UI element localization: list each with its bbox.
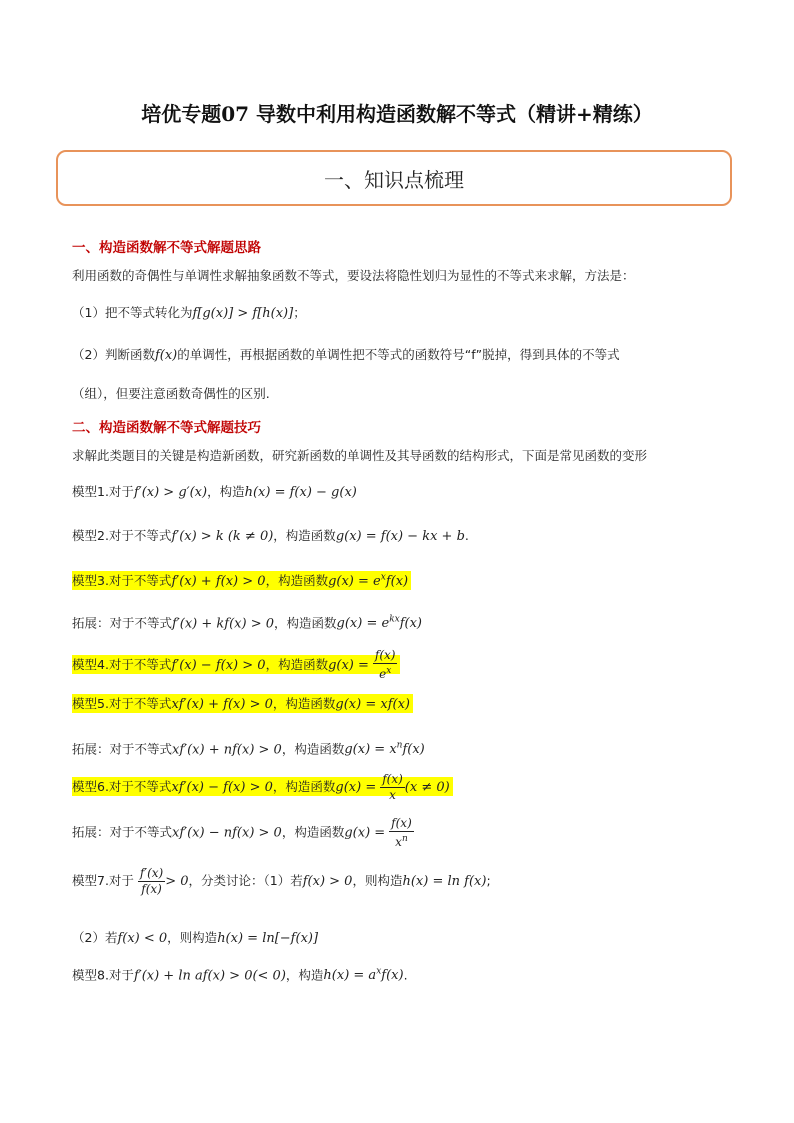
model-7-case2: （2）若f(x) < 0，则构造h(x) = ln[−f(x)] (72, 930, 319, 946)
part1-intro: 利用函数的奇偶性与单调性求解抽象函数不等式，要设法将隐性划归为显性的不等式来求解，方法是： (72, 268, 635, 283)
model-2: 模型2.对于不等式f′(x) > k (k ≠ 0)，构造函数g(x) = f(x) − kx + b. (72, 528, 469, 544)
part1-step2-cont: （组），但要注意函数奇偶性的区别. (72, 386, 270, 401)
part2-intro: 求解此类题目的关键是构造新函数，研究新函数的单调性及其导函数的结构形式，下面是常见函数的变形 (72, 448, 648, 463)
part1-heading: 一、构造函数解不等式解题思路 (72, 240, 261, 256)
part1-step2: （2）判断函数f(x)的单调性，再根据函数的单调性把不等式的函数符号“f”脱掉，得到具体的不等式 (72, 347, 620, 363)
section-heading-box (56, 150, 732, 206)
model-6: 模型6.对于不等式xf′(x) − f(x) > 0，构造函数g(x) = $\frac{f(x)}{x}$ (x ≠ 0) (72, 772, 453, 803)
fraction: $\frac{f(x)}{x^n}$ (391, 816, 412, 849)
extension-5: 拓展：对于不等式xf′(x) + nf(x) > 0，构造函数$g(x) = x^nf(x)$ (72, 741, 425, 758)
fraction: $\frac{f(x)}{e^x}$ (374, 648, 396, 681)
model-1: 模型1.对于f′(x) > g′(x)，构造h(x) = f(x) − g(x) (72, 484, 357, 500)
fraction: $\frac{f'(x)}{f(x)}$ (139, 866, 164, 896)
fraction: $\frac{f(x)}{x}$ (382, 772, 403, 802)
model-7: 模型7.对于 $\frac{f'(x)}{f(x)}$ > 0，分类讨论：（1）若f(x) > 0，则构造h(x) = ln f(x); (72, 866, 491, 896)
page-title: 培优专题07 导数中利用构造函数解不等式（精讲+精练） (141, 102, 653, 126)
model-4: 模型4.对于不等式f′(x) − f(x) > 0，构造函数g(x) = $\frac{f(x)}{e^x}$ (72, 648, 400, 682)
part2-heading: 二、构造函数解不等式解题技巧 (72, 420, 261, 436)
model-5: 模型5.对于不等式xf′(x) + f(x) > 0，构造函数g(x) = xf(x) (72, 694, 413, 715)
model-3: 模型3.对于不等式f′(x) + f(x) > 0，构造函数$g(x) = e^xf(x)$ (72, 568, 411, 592)
extension-3: 拓展：对于不等式f′(x) + kf(x) > 0，构造函数$g(x) = e^{kx}f(x)$ (72, 615, 423, 632)
part1-step1: （1）把不等式转化为f[g(x)] > f[h(x)]； (72, 305, 306, 321)
model-8: 模型8.对于f′(x) + ln af(x) > 0(< 0)，构造$h(x) = a^xf(x)$. (72, 967, 408, 984)
section-heading: 一、知识点梳理 (324, 167, 464, 192)
extension-6: 拓展：对于不等式xf′(x) − nf(x) > 0，构造函数g(x) = $\frac{f(x)}{x^n}$ (72, 816, 412, 849)
